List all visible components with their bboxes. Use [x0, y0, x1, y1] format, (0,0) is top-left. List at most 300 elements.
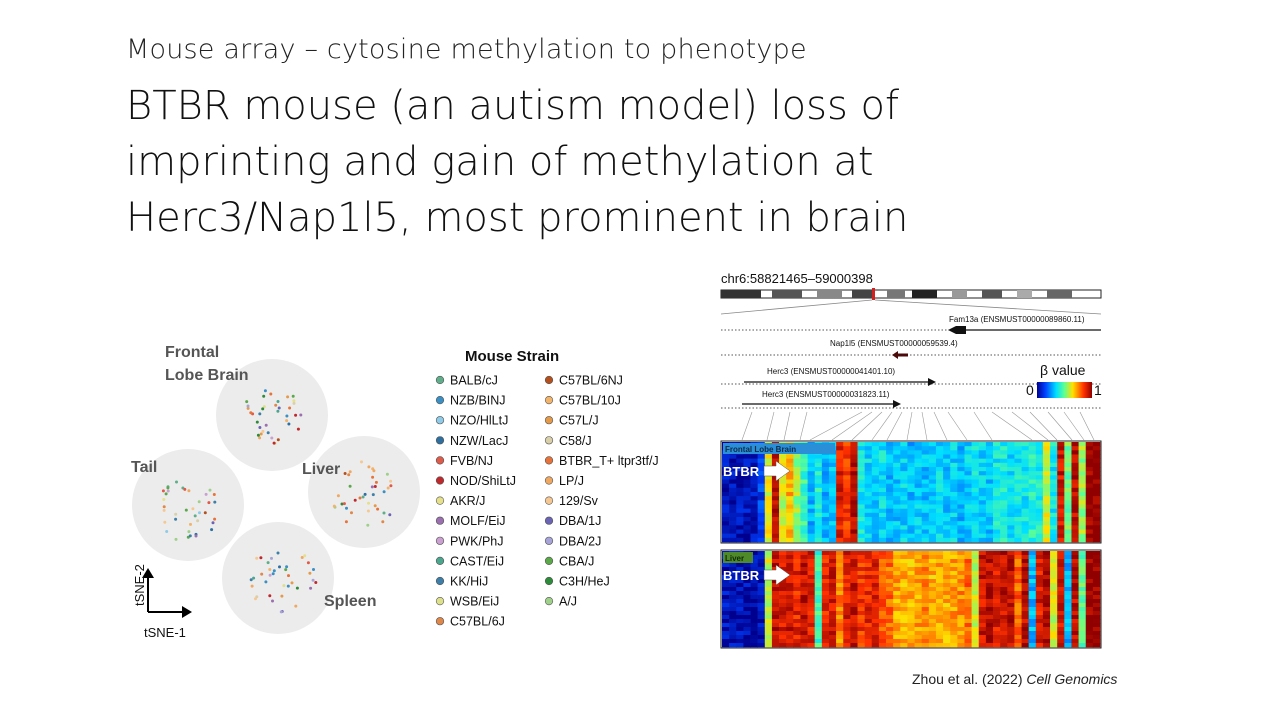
heatmap-cell	[858, 567, 865, 571]
heatmap-cell	[765, 639, 772, 643]
heatmap-cell	[929, 567, 936, 571]
heatmap-cell	[1086, 538, 1093, 542]
heatmap-cell	[979, 517, 986, 521]
heatmap-cell	[936, 575, 943, 579]
tsne-point	[252, 577, 255, 580]
heatmap-cell	[1007, 496, 1014, 500]
heatmap-cell	[1022, 471, 1029, 475]
heatmap-cell	[1086, 607, 1093, 611]
heatmap-cell	[979, 639, 986, 643]
heatmap-cell	[1014, 475, 1021, 479]
heatmap-cell	[808, 525, 815, 529]
legend-swatch	[545, 437, 553, 445]
heatmap-cell	[1000, 471, 1007, 475]
heatmap-cell	[915, 587, 922, 591]
heatmap-cell	[843, 463, 850, 467]
heatmap-cell	[850, 496, 857, 500]
heatmap-cell	[979, 611, 986, 615]
heatmap-cell	[986, 521, 993, 525]
heatmap-cell	[943, 467, 950, 471]
heatmap-cell	[943, 643, 950, 647]
heatmap-cell	[929, 517, 936, 521]
heatmap-cell	[1050, 567, 1057, 571]
heatmap-cell	[907, 591, 914, 595]
tsne-point	[366, 524, 369, 527]
heatmap-cell	[758, 496, 765, 500]
heatmap-cell	[751, 513, 758, 517]
heatmap-cell	[743, 513, 750, 517]
heatmap-cell	[929, 607, 936, 611]
tsne-point	[174, 518, 177, 521]
heatmap-cell	[879, 446, 886, 450]
heatmap-cell	[772, 599, 779, 603]
heatmap-cell	[936, 563, 943, 567]
heatmap-cell	[815, 551, 822, 555]
heatmap-cell	[743, 607, 750, 611]
heatmap-cell	[907, 555, 914, 559]
heatmap-cell	[836, 509, 843, 513]
tsne-point	[276, 410, 279, 413]
heatmap-cell	[1079, 496, 1086, 500]
heatmap-cell	[1057, 534, 1064, 538]
heatmap-cell	[900, 463, 907, 467]
heatmap-cell	[1043, 496, 1050, 500]
heatmap-cell	[850, 583, 857, 587]
heatmap-cell	[964, 627, 971, 631]
heatmap-cell	[1022, 575, 1029, 579]
heatmap-cell	[1064, 571, 1071, 575]
heatmap-cell	[907, 575, 914, 579]
heatmap-cell	[950, 587, 957, 591]
heatmap-cell	[872, 488, 879, 492]
heatmap-cell	[843, 492, 850, 496]
heatmap-cell	[843, 603, 850, 607]
heatmap-cell	[850, 463, 857, 467]
heatmap-cell	[929, 521, 936, 525]
heatmap-cell	[1036, 619, 1043, 623]
heatmap-cell	[1086, 480, 1093, 484]
heatmap-cell	[1000, 639, 1007, 643]
heatmap-cell	[993, 446, 1000, 450]
heatmap-cell	[858, 563, 865, 567]
heatmap-cell	[957, 555, 964, 559]
heatmap-cell	[1064, 521, 1071, 525]
heatmap-cell	[1043, 635, 1050, 639]
heatmap-cell	[993, 615, 1000, 619]
heatmap-cell	[1007, 587, 1014, 591]
heatmap-cell	[1014, 446, 1021, 450]
heatmap-cell	[936, 517, 943, 521]
heatmap-cell	[765, 534, 772, 538]
heatmap-cell	[829, 475, 836, 479]
heatmap-cell	[979, 583, 986, 587]
heatmap-cell	[886, 551, 893, 555]
heatmap-cell	[993, 619, 1000, 623]
heatmap-cell	[1029, 525, 1036, 529]
heatmap-cell	[793, 480, 800, 484]
heatmap-cell	[1079, 615, 1086, 619]
heatmap-cell	[1022, 459, 1029, 463]
heatmap-cell	[993, 463, 1000, 467]
heatmap-cell	[872, 496, 879, 500]
heatmap-cell	[1086, 505, 1093, 509]
locus-label: chr6:58821465–59000398	[721, 271, 873, 286]
heatmap-cell	[993, 496, 1000, 500]
heatmap-cell	[836, 480, 843, 484]
heatmap-cell	[815, 595, 822, 599]
heatmap-cell	[815, 467, 822, 471]
heatmap-cell	[915, 538, 922, 542]
heatmap-cell	[1071, 496, 1078, 500]
heatmap-cell	[865, 500, 872, 504]
heatmap-cell	[1029, 446, 1036, 450]
heatmap-cell	[893, 567, 900, 571]
heatmap-cell	[872, 480, 879, 484]
heatmap-cell	[986, 563, 993, 567]
heatmap-cell	[786, 563, 793, 567]
heatmap-cell	[964, 471, 971, 475]
heatmap-cell	[843, 571, 850, 575]
heatmap-cell	[1043, 475, 1050, 479]
heatmap-cell	[736, 635, 743, 639]
heatmap-cell	[865, 591, 872, 595]
heatmap-cell	[815, 505, 822, 509]
heatmap-cell	[915, 471, 922, 475]
heatmap-cell	[936, 446, 943, 450]
tsne-point	[210, 528, 213, 531]
tsne-point	[163, 505, 166, 508]
heatmap-cell	[964, 442, 971, 446]
heatmap-cell	[1071, 615, 1078, 619]
heatmap-cell	[1079, 559, 1086, 563]
heatmap-cell	[1007, 446, 1014, 450]
probe-connector	[852, 412, 882, 440]
heatmap-cell	[886, 639, 893, 643]
heatmap-cell	[815, 534, 822, 538]
heatmap-cell	[1043, 467, 1050, 471]
heatmap-cell	[1007, 595, 1014, 599]
heatmap-cell	[872, 463, 879, 467]
heatmap-cell	[1007, 480, 1014, 484]
heatmap-cell	[829, 521, 836, 525]
heatmap-cell	[929, 488, 936, 492]
heatmap-cell	[1022, 500, 1029, 504]
heatmap-cell	[729, 500, 736, 504]
heatmap-cell	[1064, 555, 1071, 559]
heatmap-cell	[1043, 455, 1050, 459]
heatmap-cell	[915, 513, 922, 517]
tsne-axis-y-label: tSNE-2	[132, 564, 147, 606]
heatmap-cell	[1064, 635, 1071, 639]
heatmap-cell	[1079, 450, 1086, 454]
tsne-point	[367, 502, 370, 505]
legend-label: CBA/J	[559, 554, 595, 569]
heatmap-cell	[979, 599, 986, 603]
heatmap-cell	[1007, 627, 1014, 631]
heatmap-cell	[772, 603, 779, 607]
heatmap-cell	[722, 595, 729, 599]
heatmap-cell	[843, 627, 850, 631]
heatmap-cell	[800, 563, 807, 567]
heatmap-cell	[907, 579, 914, 583]
heatmap-cell	[865, 595, 872, 599]
heatmap-cell	[1093, 607, 1100, 611]
heatmap-cell	[865, 575, 872, 579]
heatmap-cell	[1014, 599, 1021, 603]
heatmap-cell	[800, 475, 807, 479]
heatmap-cell	[808, 555, 815, 559]
heatmap-cell	[879, 480, 886, 484]
heatmap-cell	[822, 459, 829, 463]
heatmap-cell	[1064, 567, 1071, 571]
heatmap-cell	[929, 475, 936, 479]
heatmap-cell	[1036, 555, 1043, 559]
heatmap-cell	[879, 591, 886, 595]
heatmap-cell	[915, 517, 922, 521]
heatmap-cell	[1014, 551, 1021, 555]
heatmap-cell	[1071, 595, 1078, 599]
heatmap-cell	[922, 509, 929, 513]
heatmap-cell	[836, 446, 843, 450]
heatmap-cell	[872, 611, 879, 615]
heatmap-cell	[1086, 475, 1093, 479]
heatmap-cell	[772, 525, 779, 529]
heatmap-cell	[964, 563, 971, 567]
heatmap-cell	[758, 521, 765, 525]
heatmap-cell	[1050, 513, 1057, 517]
heatmap-cell	[729, 534, 736, 538]
heatmap-cell	[886, 595, 893, 599]
heatmap-cell	[915, 480, 922, 484]
heatmap-cell	[943, 492, 950, 496]
heatmap-cell	[808, 591, 815, 595]
heatmap-cell	[915, 559, 922, 563]
heatmap-cell	[1086, 450, 1093, 454]
heatmap-cell	[743, 459, 750, 463]
heatmap-cell	[865, 603, 872, 607]
heatmap-cell	[907, 517, 914, 521]
heatmap-cell	[758, 555, 765, 559]
heatmap-cell	[722, 615, 729, 619]
heatmap-cell	[800, 509, 807, 513]
heatmap-cell	[900, 484, 907, 488]
tsne-point	[191, 507, 194, 510]
heatmap-cell	[772, 538, 779, 542]
heatmap-cell	[1036, 509, 1043, 513]
heatmap-cell	[765, 500, 772, 504]
heatmap-cell	[1050, 603, 1057, 607]
heatmap-cell	[964, 534, 971, 538]
heatmap-cell	[722, 619, 729, 623]
heatmap-cell	[950, 611, 957, 615]
heatmap-cell	[743, 591, 750, 595]
heatmap-cell	[979, 579, 986, 583]
heatmap-cell	[772, 530, 779, 534]
heatmap-cell	[915, 525, 922, 529]
heatmap-cell	[758, 455, 765, 459]
heatmap-cell	[765, 619, 772, 623]
heatmap-cell	[907, 463, 914, 467]
heatmap-cell	[972, 480, 979, 484]
legend-swatch	[545, 457, 553, 465]
heatmap-cell	[1036, 559, 1043, 563]
heatmap-cell	[800, 555, 807, 559]
heatmap-cell	[829, 575, 836, 579]
tsne-point	[347, 473, 350, 476]
heatmap-cell	[751, 459, 758, 463]
heatmap-cell	[929, 463, 936, 467]
cluster-bubble-spleen	[222, 522, 334, 634]
heatmap-cell	[822, 643, 829, 647]
heatmap-cell	[858, 463, 865, 467]
tissue-tag-liver-label: Liver	[725, 554, 745, 563]
heatmap-cell	[1093, 446, 1100, 450]
heatmap-cell	[858, 475, 865, 479]
heatmap-cell	[1036, 463, 1043, 467]
heatmap-cell	[786, 551, 793, 555]
heatmap-cell	[936, 459, 943, 463]
heatmap-cell	[829, 517, 836, 521]
heatmap-cell	[1043, 559, 1050, 563]
heatmap-cell	[843, 484, 850, 488]
heatmap-cell	[886, 530, 893, 534]
heatmap-cell	[800, 635, 807, 639]
heatmap-cell	[815, 607, 822, 611]
heatmap-cell	[922, 559, 929, 563]
heatmap-cell	[1014, 579, 1021, 583]
heatmap-cell	[964, 480, 971, 484]
heatmap-cell	[964, 579, 971, 583]
heatmap-cell	[929, 459, 936, 463]
heatmap-cell	[865, 480, 872, 484]
heatmap-cell	[907, 467, 914, 471]
heatmap-cell	[800, 559, 807, 563]
heatmap-cell	[793, 488, 800, 492]
heatmap-cell	[736, 538, 743, 542]
heatmap-cell	[779, 496, 786, 500]
heatmap-cell	[907, 446, 914, 450]
heatmap-cell	[836, 530, 843, 534]
heatmap-cell	[1064, 467, 1071, 471]
heatmap-cell	[886, 571, 893, 575]
heatmap-cell	[964, 538, 971, 542]
heatmap-cell	[893, 631, 900, 635]
heatmap-cell	[900, 446, 907, 450]
heatmap-cell	[879, 571, 886, 575]
heatmap-cell	[829, 639, 836, 643]
heatmap-cell	[1093, 525, 1100, 529]
heatmap-cell	[772, 492, 779, 496]
heatmap-cell	[865, 555, 872, 559]
heatmap-cell	[865, 567, 872, 571]
heatmap-cell	[850, 488, 857, 492]
heatmap-cell	[1014, 575, 1021, 579]
heatmap-cell	[986, 587, 993, 591]
heatmap-cell	[936, 450, 943, 454]
heatmap-cell	[993, 475, 1000, 479]
heatmap-cell	[1007, 559, 1014, 563]
tsne-point	[386, 473, 389, 476]
heatmap-cell	[815, 639, 822, 643]
heatmap-cell	[1071, 551, 1078, 555]
heatmap-cell	[986, 492, 993, 496]
heatmap-cell	[736, 525, 743, 529]
heatmap-cell	[915, 492, 922, 496]
heatmap-cell	[979, 619, 986, 623]
heatmap-cell	[972, 500, 979, 504]
heatmap-cell	[1000, 459, 1007, 463]
heatmap-cell	[1086, 509, 1093, 513]
heatmap-cell	[1014, 455, 1021, 459]
heatmap-cell	[1029, 442, 1036, 446]
heatmap-cell	[879, 496, 886, 500]
heatmap-cell	[736, 488, 743, 492]
colorbar-min: 0	[1026, 382, 1034, 398]
heatmap-cell	[865, 534, 872, 538]
heatmap-cell	[743, 639, 750, 643]
heatmap-cell	[800, 496, 807, 500]
heatmap-cell	[1064, 619, 1071, 623]
heatmap-cell	[979, 643, 986, 647]
heatmap-cell	[850, 571, 857, 575]
heatmap-cell	[729, 587, 736, 591]
heatmap-cell	[922, 635, 929, 639]
heatmap-cell	[907, 607, 914, 611]
heatmap-cell	[1000, 559, 1007, 563]
heatmap-cell	[979, 631, 986, 635]
heatmap-cell	[893, 627, 900, 631]
heatmap-cell	[743, 455, 750, 459]
heatmap-cell	[743, 587, 750, 591]
heatmap-cell	[1050, 496, 1057, 500]
heatmap-cell	[915, 500, 922, 504]
heatmap-cell	[779, 488, 786, 492]
heatmap-cell	[1036, 591, 1043, 595]
heatmap-cell	[822, 551, 829, 555]
heatmap-cell	[843, 559, 850, 563]
heatmap-cell	[772, 639, 779, 643]
heatmap-cell	[1014, 611, 1021, 615]
heatmap-cell	[1064, 475, 1071, 479]
heatmap-cell	[1093, 492, 1100, 496]
heatmap-cell	[1057, 639, 1064, 643]
heatmap-cell	[957, 559, 964, 563]
heatmap-cell	[779, 611, 786, 615]
tissue-tag-brain-label: Frontal Lobe Brain	[725, 445, 797, 454]
tsne-point	[249, 411, 252, 414]
heatmap-cell	[1014, 635, 1021, 639]
heatmap-cell	[815, 509, 822, 513]
heatmap-cell	[836, 563, 843, 567]
heatmap-cell	[1007, 505, 1014, 509]
heatmap-cell	[843, 459, 850, 463]
heatmap-cell	[922, 607, 929, 611]
heatmap-cell	[886, 467, 893, 471]
heatmap-cell	[1093, 459, 1100, 463]
heatmap-cell	[808, 563, 815, 567]
tsne-point	[383, 490, 386, 493]
heatmap-cell	[1014, 505, 1021, 509]
heatmap-cell	[793, 484, 800, 488]
tsne-point	[271, 600, 274, 603]
heatmap-cell	[964, 459, 971, 463]
heatmap-cell	[858, 525, 865, 529]
heatmap-cell	[808, 595, 815, 599]
heatmap-cell	[936, 525, 943, 529]
heatmap-cell	[850, 500, 857, 504]
heatmap-cell	[993, 505, 1000, 509]
heatmap-cell	[950, 513, 957, 517]
